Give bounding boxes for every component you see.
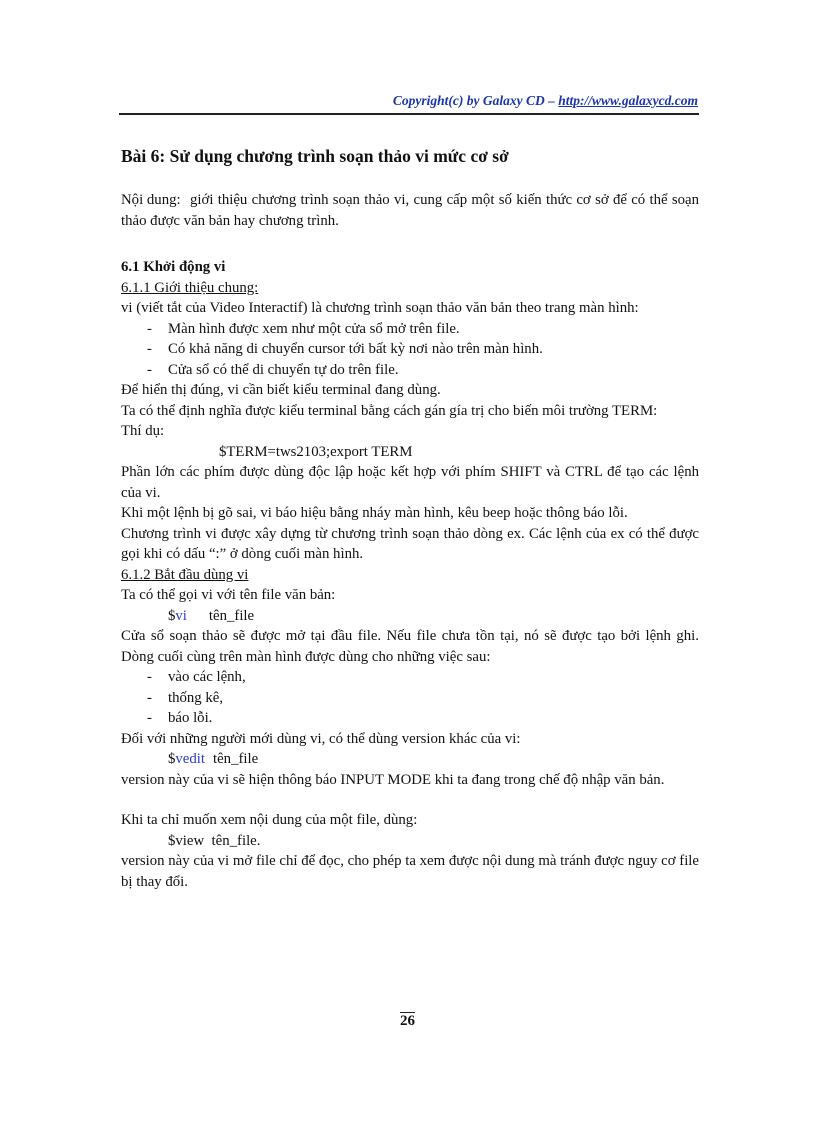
sub1-p3: Phần lớn các phím được dùng độc lập hoặc kết hợp với phím SHIFT và CTRL để tạo các lệnh của vi.: [121, 464, 699, 501]
lesson-title: Bài 6: Sử dụng chương trình soạn thảo vi mức cơ sở: [121, 146, 509, 166]
list-item: - báo lỗi.: [121, 708, 699, 729]
section-heading: 6.1 Khởi động vi: [121, 259, 226, 275]
sub2-p2: Cửa sổ soạn thảo sẽ được mở tại đầu file. Nếu file chưa tồn tại, nó sẽ được tạo bởi lệnh ghi. Dòng cuối cùng trên màn hình được dùng cho những việc sau:: [121, 628, 699, 665]
cmd-dollar: $: [168, 751, 176, 767]
page-header: [119, 93, 698, 109]
vedit-keyword: vedit: [175, 751, 205, 767]
document-body: [121, 190, 699, 892]
sub1-p4: Khi một lệnh bị gõ sai, vi báo hiệu bằng nháy màn hình, kêu beep hoặc thông báo lỗi.: [121, 505, 628, 521]
sub2-bullet-list: [121, 667, 699, 729]
example-label: Thí dụ:: [121, 423, 165, 439]
paragraph-gap: [121, 790, 699, 810]
view-command: $view tên_file.: [168, 832, 261, 849]
header-url-link[interactable]: http://www.galaxycd.com: [558, 93, 698, 108]
sub1-bullet-list: [121, 319, 699, 381]
list-item: - Màn hình được xem như một cửa sổ mở trên file.: [121, 319, 699, 340]
sub2-p4: version này của vi sẽ hiện thông báo INPUT MODE khi ta đang trong chế độ nhập văn bản.: [121, 771, 665, 788]
summary-text-content: giới thiệu chương trình soạn thảo vi, cung cấp một số kiến thức cơ sở để có thể soạn thảo được văn bản hay chương trình.: [121, 192, 699, 229]
page-number: 26: [400, 1013, 415, 1029]
summary-label: Nội dung:: [121, 192, 181, 208]
list-item: - thống kê,: [121, 688, 699, 709]
sub1-p2: Ta có thể định nghĩa được kiểu terminal bằng cách gán gía trị cho biến môi trường TERM:: [121, 402, 658, 419]
sub1-p1: Để hiển thị đúng, vi cần biết kiểu terminal đang dùng.: [121, 382, 441, 398]
summary-text: [121, 190, 699, 231]
vi-command: [121, 606, 699, 627]
cmd-argument: tên_file: [213, 751, 259, 767]
header-divider: [119, 113, 699, 115]
sub2-p3: Đối với những người mới dùng vi, có thể dùng version khác của vi:: [121, 730, 521, 747]
sub2-p1: Ta có thể gọi vi với tên file văn bản:: [121, 587, 336, 603]
vi-keyword: vi: [175, 607, 187, 624]
example-command: $TERM=tws2103;export TERM: [219, 443, 413, 460]
header-copyright: Copyright(c) by Galaxy CD –: [392, 93, 559, 108]
sub1-intro: vi (viết tắt của Video Interactif) là chương trình soạn thảo văn bản theo trang màn hình:: [121, 300, 639, 316]
vedit-command: [121, 749, 699, 770]
sub1-p5: Chương trình vi được xây dựng từ chương trình soạn thảo dòng ex. Các lệnh của ex có thể được gọi khi có dấu “:” ở dòng cuối màn hình.: [121, 525, 699, 562]
subsection-heading-611: 6.1.1 Giới thiệu chung:: [121, 279, 259, 296]
sub2-p6: version này của vi mở file chỉ để đọc, cho phép ta xem được nội dung mà tránh được nguy cơ file bị thay đổi.: [121, 853, 699, 890]
subsection-heading-612: 6.1.2 Bắt đầu dùng vi: [121, 566, 249, 583]
list-item: - vào các lệnh,: [121, 667, 699, 688]
cmd-argument: tên_file: [208, 607, 255, 624]
cmd-dollar: $: [168, 607, 176, 624]
list-item: - Có khả năng di chuyển cursor tới bất kỳ nơi nào trên màn hình.: [121, 339, 699, 360]
list-item: - Cửa sổ có thể di chuyển tự do trên file.: [121, 360, 699, 381]
sub2-p5: Khi ta chỉ muốn xem nội dung của một file, dùng:: [121, 812, 418, 828]
